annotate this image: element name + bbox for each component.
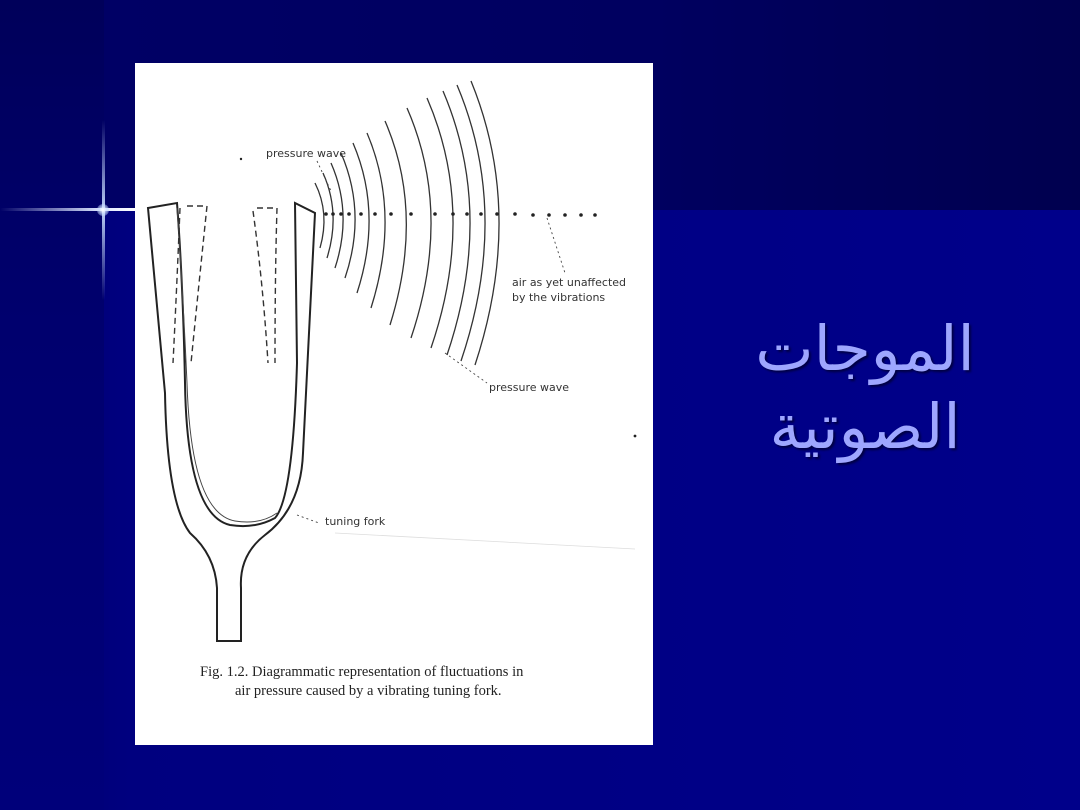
sparkle-horizontal: [0, 208, 135, 211]
slide-left-strip: [0, 0, 104, 810]
label-air-line1: air as yet unaffected: [512, 276, 627, 289]
figure-caption-line1: Fig. 1.2. Diagrammatic representation of fluctuations in: [200, 664, 524, 680]
label-pressure-wave-bottom: pressure wave: [489, 381, 570, 394]
tuning-fork-diagram: [135, 63, 653, 745]
slide-title-line2: الصوتية: [769, 389, 961, 463]
tuning-fork-inner: [177, 208, 277, 522]
label-air-line2: by the vibrations: [512, 291, 606, 304]
label-pressure-wave-top: pressure wave: [266, 147, 347, 160]
figure-caption-line2: air pressure caused by a vibrating tuning fork.: [235, 683, 502, 699]
vibration-dashes-right: [253, 208, 277, 363]
scan-line: [335, 533, 635, 549]
slide-title: [700, 310, 1030, 465]
figure-panel: [135, 63, 653, 745]
label-tuning-fork: tuning fork: [325, 515, 386, 528]
tuning-fork-outer: [148, 203, 315, 641]
slide-title-line1: الموجات: [755, 312, 975, 385]
sparkle-icon: [97, 204, 109, 216]
pressure-wave-arcs: [315, 81, 499, 365]
